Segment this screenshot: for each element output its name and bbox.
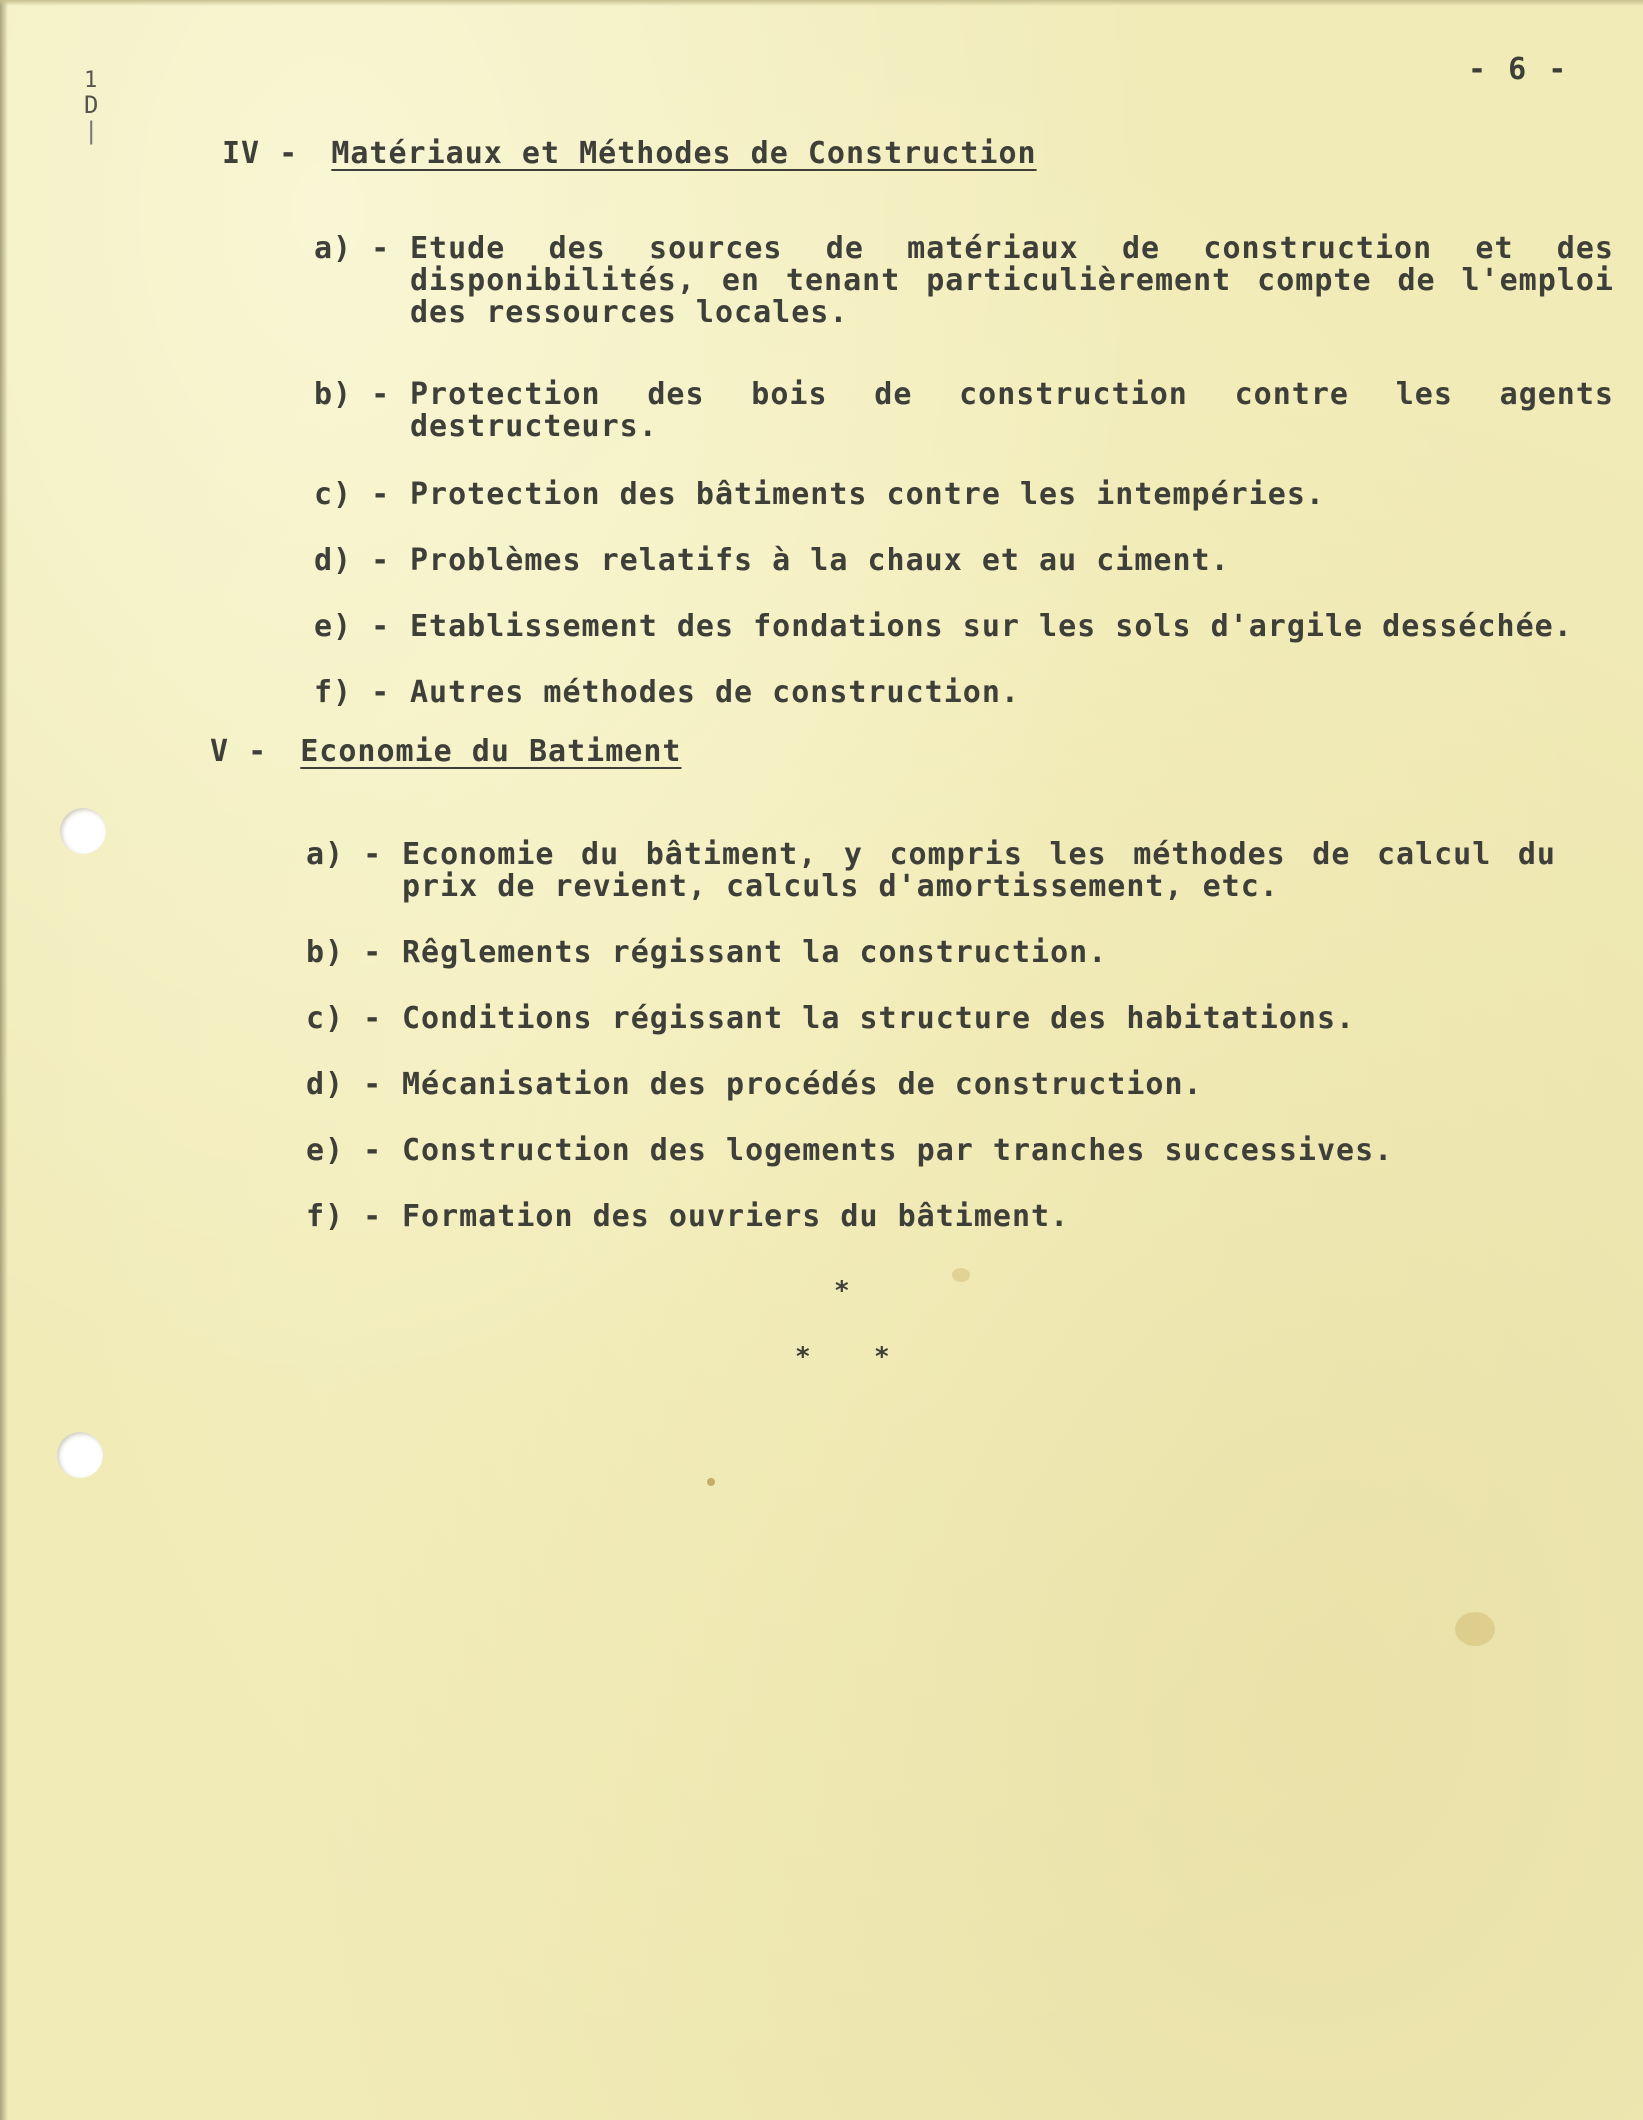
page-number: - 6 - [1468,52,1569,87]
item-marker: c) - [314,477,391,512]
item-marker: d) - [306,1067,383,1102]
item-text: Etude des sources de matériaux de construction et des disponibilités, en tenant particulièrement compte de l'emploi des ressources locales. [410,231,1614,330]
section-v [210,734,1600,1233]
list-item [306,1069,1556,1101]
item-text: Rêglements régissant la construction. [402,935,1108,970]
item-marker: d) - [314,543,391,578]
asterism-top: * [834,1276,850,1306]
item-text: Economie du bâtiment, y compris les méthodes de calcul du prix de revient, calculs d'amortissement, etc. [402,837,1556,904]
list-item [306,1003,1556,1035]
list-item [306,1135,1556,1167]
item-text: Protection des bois de construction contre les agents destructeurs. [410,377,1614,444]
item-text: Etablissement des fondations sur les sols d'argile desséchée. [410,609,1573,644]
item-marker: a) - [314,231,391,266]
punch-hole-upper [60,808,106,854]
page-top-edge [0,0,1643,6]
list-item [314,545,1614,577]
section-v-items [306,839,1556,1233]
section-iv-title: Matériaux et Méthodes de Construction [331,136,1037,171]
item-text: Problèmes relatifs à la chaux et au ciment. [410,543,1230,578]
section-v-heading [210,734,1600,769]
section-iv-heading [222,136,1612,171]
asterism-bottom-left: * [795,1342,811,1372]
list-item [314,611,1614,643]
list-item [306,839,1556,903]
item-text: Formation des ouvriers du bâtiment. [402,1199,1070,1234]
item-text: Conditions régissant la structure des habitations. [402,1001,1356,1036]
list-item [314,479,1614,511]
item-marker: f) - [306,1199,383,1234]
margin-mark: 1 D | [84,68,99,145]
item-marker: b) - [314,377,391,412]
list-item [306,1201,1556,1233]
item-marker: e) - [314,609,391,644]
section-iv [222,136,1612,709]
item-text: Mécanisation des procédés de construction. [402,1067,1203,1102]
section-v-numeral: V - [210,734,268,769]
item-marker: b) - [306,935,383,970]
item-text: Construction des logements par tranches successives. [402,1133,1394,1168]
list-item [314,677,1614,709]
paper-stain [707,1478,715,1486]
section-iv-items [314,233,1614,709]
item-text: Autres méthodes de construction. [410,675,1020,710]
item-marker: f) - [314,675,391,710]
list-item [306,937,1556,969]
item-marker: a) - [306,837,383,872]
punch-hole-lower [57,1432,103,1478]
item-marker: c) - [306,1001,383,1036]
page-left-edge [0,0,8,2120]
asterism-bottom-right: * [874,1342,890,1372]
item-text: Protection des bâtiments contre les intempéries. [410,477,1325,512]
paper-stain [952,1268,970,1282]
list-item [314,379,1614,443]
section-iv-numeral: IV - [222,136,299,171]
item-marker: e) - [306,1133,383,1168]
paper-stain [1455,1612,1495,1646]
section-v-title: Economie du Batiment [300,734,682,769]
list-item [314,233,1614,329]
